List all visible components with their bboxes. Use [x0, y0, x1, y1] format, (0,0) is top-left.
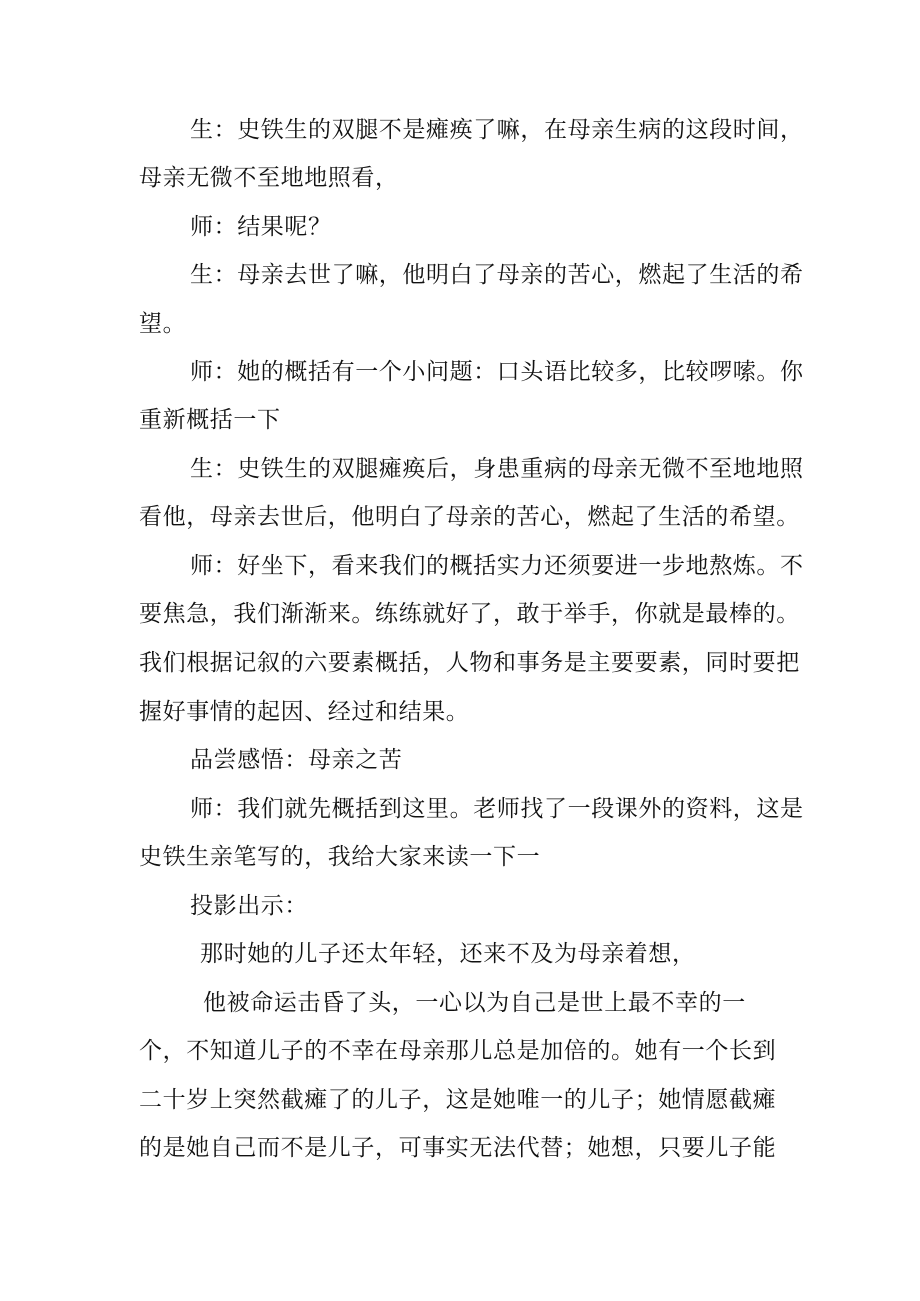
paragraph-line: 师：好坐下，看来我们的概括实力还须要进一步地熬炼。不 [190, 553, 804, 579]
paragraph-line: 投影出示： [190, 893, 308, 919]
paragraph-line: 师：我们就先概括到这里。老师找了一段课外的资料，这是 [190, 796, 804, 822]
paragraph-line: 要焦急，我们渐渐来。练练就好了，敢于举手，你就是最棒的。 [139, 601, 800, 627]
paragraph-line: 我们根据记叙的六要素概括，人物和事务是主要要素，同时要把 [139, 650, 800, 676]
quote-line: 那时她的儿子还太年轻，还来不及为母亲着想， [200, 941, 696, 967]
paragraph-line: 生：史铁生的双腿瘫痪后，身患重病的母亲无微不至地地照 [190, 456, 804, 482]
paragraph-line: 生：史铁生的双腿不是瘫痪了嘛，在母亲生病的这段时间， [190, 117, 804, 143]
paragraph-line: 望。 [139, 311, 187, 337]
paragraph-line: 母亲无微不至地地照看， [139, 165, 399, 191]
quote-line: 二十岁上突然截瘫了的儿子，这是她唯一的儿子；她情愿截瘫 [139, 1087, 777, 1113]
paragraph-line: 握好事情的起因、经过和结果。 [139, 699, 470, 725]
paragraph-line: 重新概括一下 [139, 407, 281, 433]
quote-line: 的是她自己而不是儿子，可事实无法代替；她想，只要儿子能 [139, 1135, 777, 1161]
paragraph-line: 师：她的概括有一个小问题：口头语比较多，比较啰嗦。你 [190, 359, 804, 385]
section-heading: 品尝感悟：母亲之苦 [190, 747, 403, 773]
paragraph-line: 生：母亲去世了嘛，他明白了母亲的苦心，燃起了生活的希 [190, 262, 804, 288]
paragraph-line: 史铁生亲笔写的，我给大家来读一下一 [139, 844, 541, 870]
paragraph-line: 师：结果呢？ [190, 214, 332, 240]
paragraph-line: 看他，母亲去世后，他明白了母亲的苦心，燃起了生活的希望。 [139, 504, 800, 530]
quote-line: 个，不知道儿子的不幸在母亲那儿总是加倍的。她有一个长到 [139, 1038, 777, 1064]
quote-line: 他被命运击昏了头，一心以为自己是世上最不幸的一 [203, 990, 746, 1016]
